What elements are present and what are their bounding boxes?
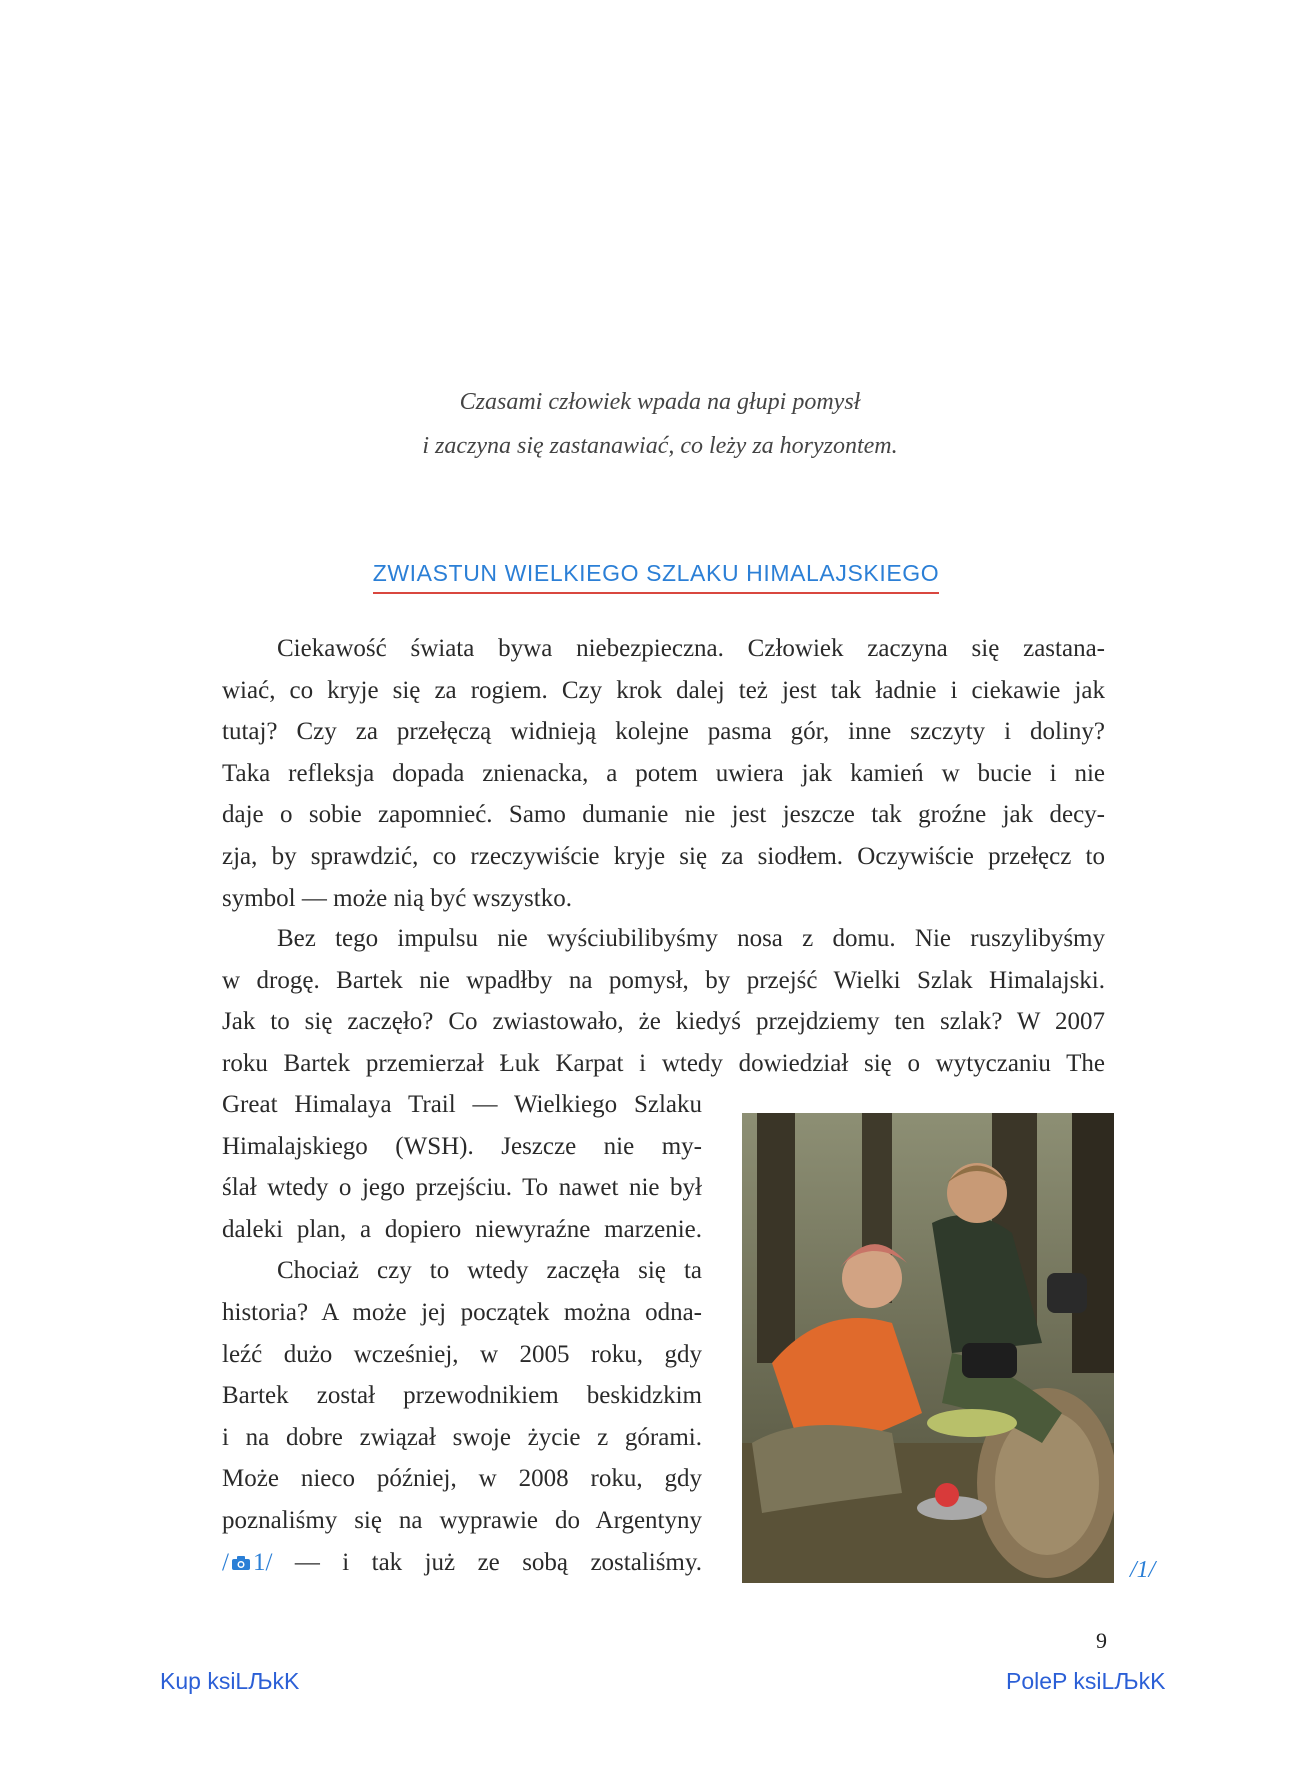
paragraph-line: symbol — może nią być wszystko. — [222, 884, 572, 912]
paragraph-line: poznaliśmy się na wyprawie do Argentyny — [222, 1506, 702, 1534]
paragraph-1 — [222, 628, 1105, 919]
photo-ref-link[interactable]: / 1/ — [222, 1548, 273, 1576]
recommend-book-link[interactable]: PoleP ksiLЉkK — [1006, 1668, 1166, 1694]
paragraph-line: Ciekawość świata bywa niebezpieczna. Człowiek zaczyna się zastana- — [277, 635, 1105, 662]
paragraph-line: Himalajskiego (WSH). Jeszcze nie my- — [222, 1132, 702, 1160]
paragraph-line: Taka refleksja dopada znienacka, a potem uwiera jak kamień w bucie i nie — [222, 759, 1105, 787]
paragraph-line — [222, 1542, 702, 1584]
epigraph-line-1: Czasami człowiek wpada na głupi pomysł — [459, 389, 861, 415]
paragraph-line: historia? A może jej początek można odna- — [222, 1298, 702, 1326]
wrapped-column — [222, 1084, 702, 1583]
paragraph-line: zja, by sprawdzić, co rzeczywiście kryje się za siodłem. Oczywiście przełęcz to — [222, 842, 1105, 870]
paragraph-line: Może nieco później, w 2008 roku, gdy — [222, 1465, 702, 1493]
photo-ref-right[interactable]: /1/ — [1130, 1557, 1156, 1583]
section-heading: ZWIASTUN WIELKIEGO SZLAKU HIMALAJSKIEGO — [373, 560, 940, 594]
paragraph-line: Bartek został przewodnikiem beskidzkim — [222, 1382, 702, 1410]
page-number: 9 — [1096, 1628, 1107, 1653]
paragraph-2 — [222, 918, 1105, 1084]
paragraph-line: Great Himalaya Trail — Wielkiego Szlaku — [222, 1091, 702, 1118]
photo-illustration — [742, 1113, 1114, 1583]
paragraph-line: Jak to się zaczęło? Co zwiastowało, że kiedyś przejdziemy ten szlak? W 2007 — [222, 1008, 1105, 1036]
epigraph-line-2: i zaczyna się zastanawiać, co leży za horyzontem. — [422, 433, 898, 459]
paragraph-line: daje o sobie zapomnieć. Samo dumanie nie jest jeszcze tak groźne jak decy- — [222, 801, 1105, 829]
paragraph-line: ślał wtedy o jego przejściu. To nawet nie był — [222, 1174, 702, 1202]
paragraph-line: daleki plan, a dopiero niewyraźne marzenie. — [222, 1215, 702, 1243]
expedition-photo — [742, 1113, 1114, 1583]
paragraph-line: Chociaż czy to wtedy zaczęła się ta — [277, 1257, 702, 1285]
paragraph-line: roku Bartek przemierzał Łuk Karpat i wtedy dowiedział się o wytyczaniu The — [222, 1049, 1105, 1077]
paragraph-line: i na dobre związał swoje życie z górami. — [222, 1423, 702, 1451]
paragraph-text: — i tak już ze sobą zostaliśmy. — [294, 1548, 703, 1576]
paragraph-line: leźć dużo wcześniej, w 2005 roku, gdy — [222, 1340, 702, 1368]
paragraph-line: Bez tego impulsu nie wyściubilibyśmy nosa z domu. Nie ruszylibyśmy — [277, 925, 1105, 952]
paragraph-line: wiać, co kryje się za rogiem. Czy krok dalej też jest tak ładnie i ciekawie jak — [222, 676, 1105, 704]
section-heading-wrap — [0, 560, 1312, 594]
epigraph — [220, 380, 1100, 468]
paragraph-line: w drogę. Bartek nie wpadłby na pomysł, by przejść Wielki Szlak Himalajski. — [222, 966, 1105, 994]
paragraph-line: tutaj? Czy za przełęczą widnieją kolejne pasma gór, inne szczyty i doliny? — [222, 718, 1105, 746]
camera-icon — [231, 1555, 251, 1571]
buy-book-link[interactable]: Kup ksiLЉkK — [160, 1668, 300, 1694]
